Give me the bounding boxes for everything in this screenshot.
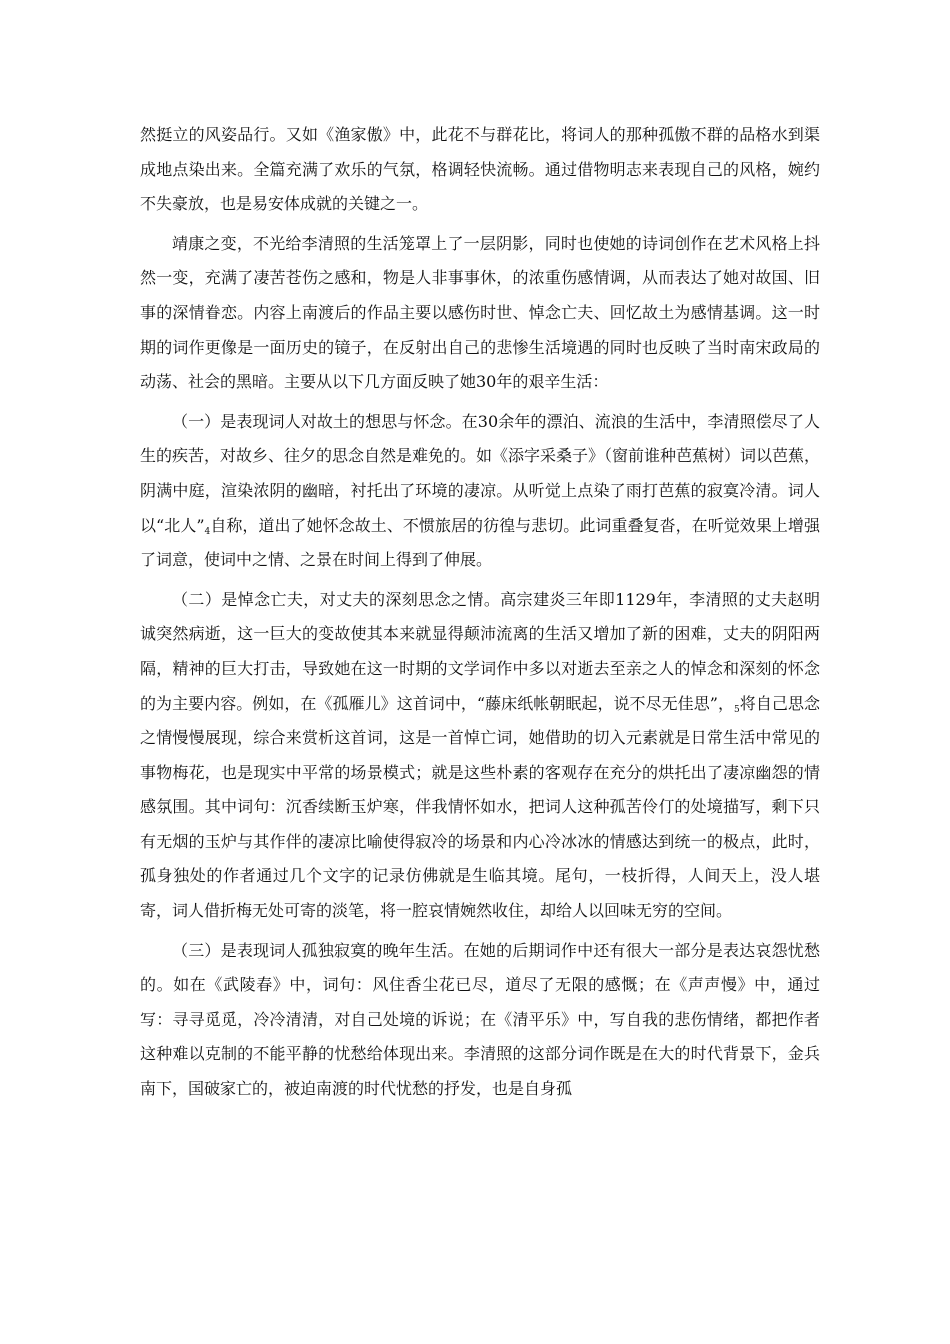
footnote-ref: 4 <box>204 526 211 537</box>
paragraph-jingkang: 靖康之变，不光给李清照的生活笼罩上了一层阴影，同时也使她的诗词创作在艺术风格上抖然一变，充满了凄苦苍伤之感和，物是人非事事休，的浓重伤感情调，从而表达了她对故国、旧事的深情眷恋。内容上南渡后的作品主要以感伤时世、悼念亡夫、回忆故土为感情基调。这一时期的词作更像是一面历史的镜子，在反射出自己的悲惨生活境遇的同时也反映了当时南宋政局的动荡、社会的黑暗。主要从以下几方面反映了她30年的艰辛生活： <box>140 233 820 392</box>
paragraph-mourning-husband <box>140 583 820 929</box>
paragraph-continuation: 然挺立的风姿品行。又如《渔家傲》中，此花不与群花比，将词人的那种孤傲不群的品格水到渠成地点染出来。全篇充满了欢乐的气氛，格调轻快流畅。通过借物明志来表现自己的风格，婉约不失豪放，也是易安体成就的关键之一。 <box>140 125 820 214</box>
footnote-ref: 5 <box>734 704 740 715</box>
paragraph-text: 将自己思念之情慢慢展现，综合来赏析这首词，这是一首悼亡词，她借助的切入元素就是日常生活中常见的事物梅花，也是现实中平常的场景模式；就是这些朴素的客观存在充分的烘托出了凄凉幽怨的情感氛围。其中词句：沉香续断玉炉寒，伴我情怀如水，把词人这种孤苦伶仃的处境描写，剩下只有无烟的玉炉与其作伴的凄凉比喻使得寂冷的场景和内心冷冰冰的情感达到统一的极点，此时，孤身独处的作者通过几个文字的记录仿佛就是生临其境。尾句，一枝折得，人间天上，没人堪寄，词人借折梅无处可寄的淡笔，将一腔哀情婉然收住，却给人以回味无穷的空间。 <box>140 693 820 921</box>
paragraph-text: 自称，道出了她怀念故土、不惯旅居的彷徨与悲切。此词重叠复沓，在听觉效果上增强了词意，使词中之情、之景在时间上得到了伸展。 <box>140 515 820 570</box>
paragraph-text: （二）是悼念亡夫，对丈夫的深刻思念之情。高宗建炎三年即1129年，李清照的丈夫赵明诚突然病逝，这一巨大的变故使其本来就显得颠沛流离的生活又增加了新的困难，丈夫的阴阳两隔，精神的巨大打击，导致她在这一时期的文学词作中多以对逝去至亲之人的悼念和深刻的怀念的为主要内容。例如，在《孤雁儿》这首词中，“藤床纸帐朝眠起，说不尽无佳思”， <box>140 589 820 713</box>
paragraph-text: （一）是表现词人对故土的想思与怀念。在30余年的漂泊、流浪的生活中，李清照偿尽了人生的疾苦，对故乡、往夕的思念自然是难免的。如《添字采桑子》（窗前谁种芭蕉树）词以芭蕉，阴满中庭，渲染浓阴的幽暗，衬托出了环境的凄凉。从听觉上点染了雨打芭蕉的寂寞冷清。词人以“北人” <box>140 411 821 535</box>
paragraph-lonely-old-age: （三）是表现词人孤独寂寞的晚年生活。在她的后期词作中还有很大一部分是表达哀怨忧愁的。如在《武陵春》中，词句：风住香尘花已尽，道尽了无限的感慨；在《声声慢》中，通过写：寻寻觅觅，冷冷清清，对自己处境的诉说；在《清平乐》中，写自我的悲伤情绪，都把作者这种难以克制的不能平静的忧愁给体现出来。李清照的这部分词作既是在大的时代背景下，金兵南下，国破家亡的，被迫南渡的时代忧愁的抒发，也是自身孤 <box>140 940 820 1099</box>
paragraph-homeland-longing <box>140 405 820 578</box>
body-text <box>140 118 820 1112</box>
